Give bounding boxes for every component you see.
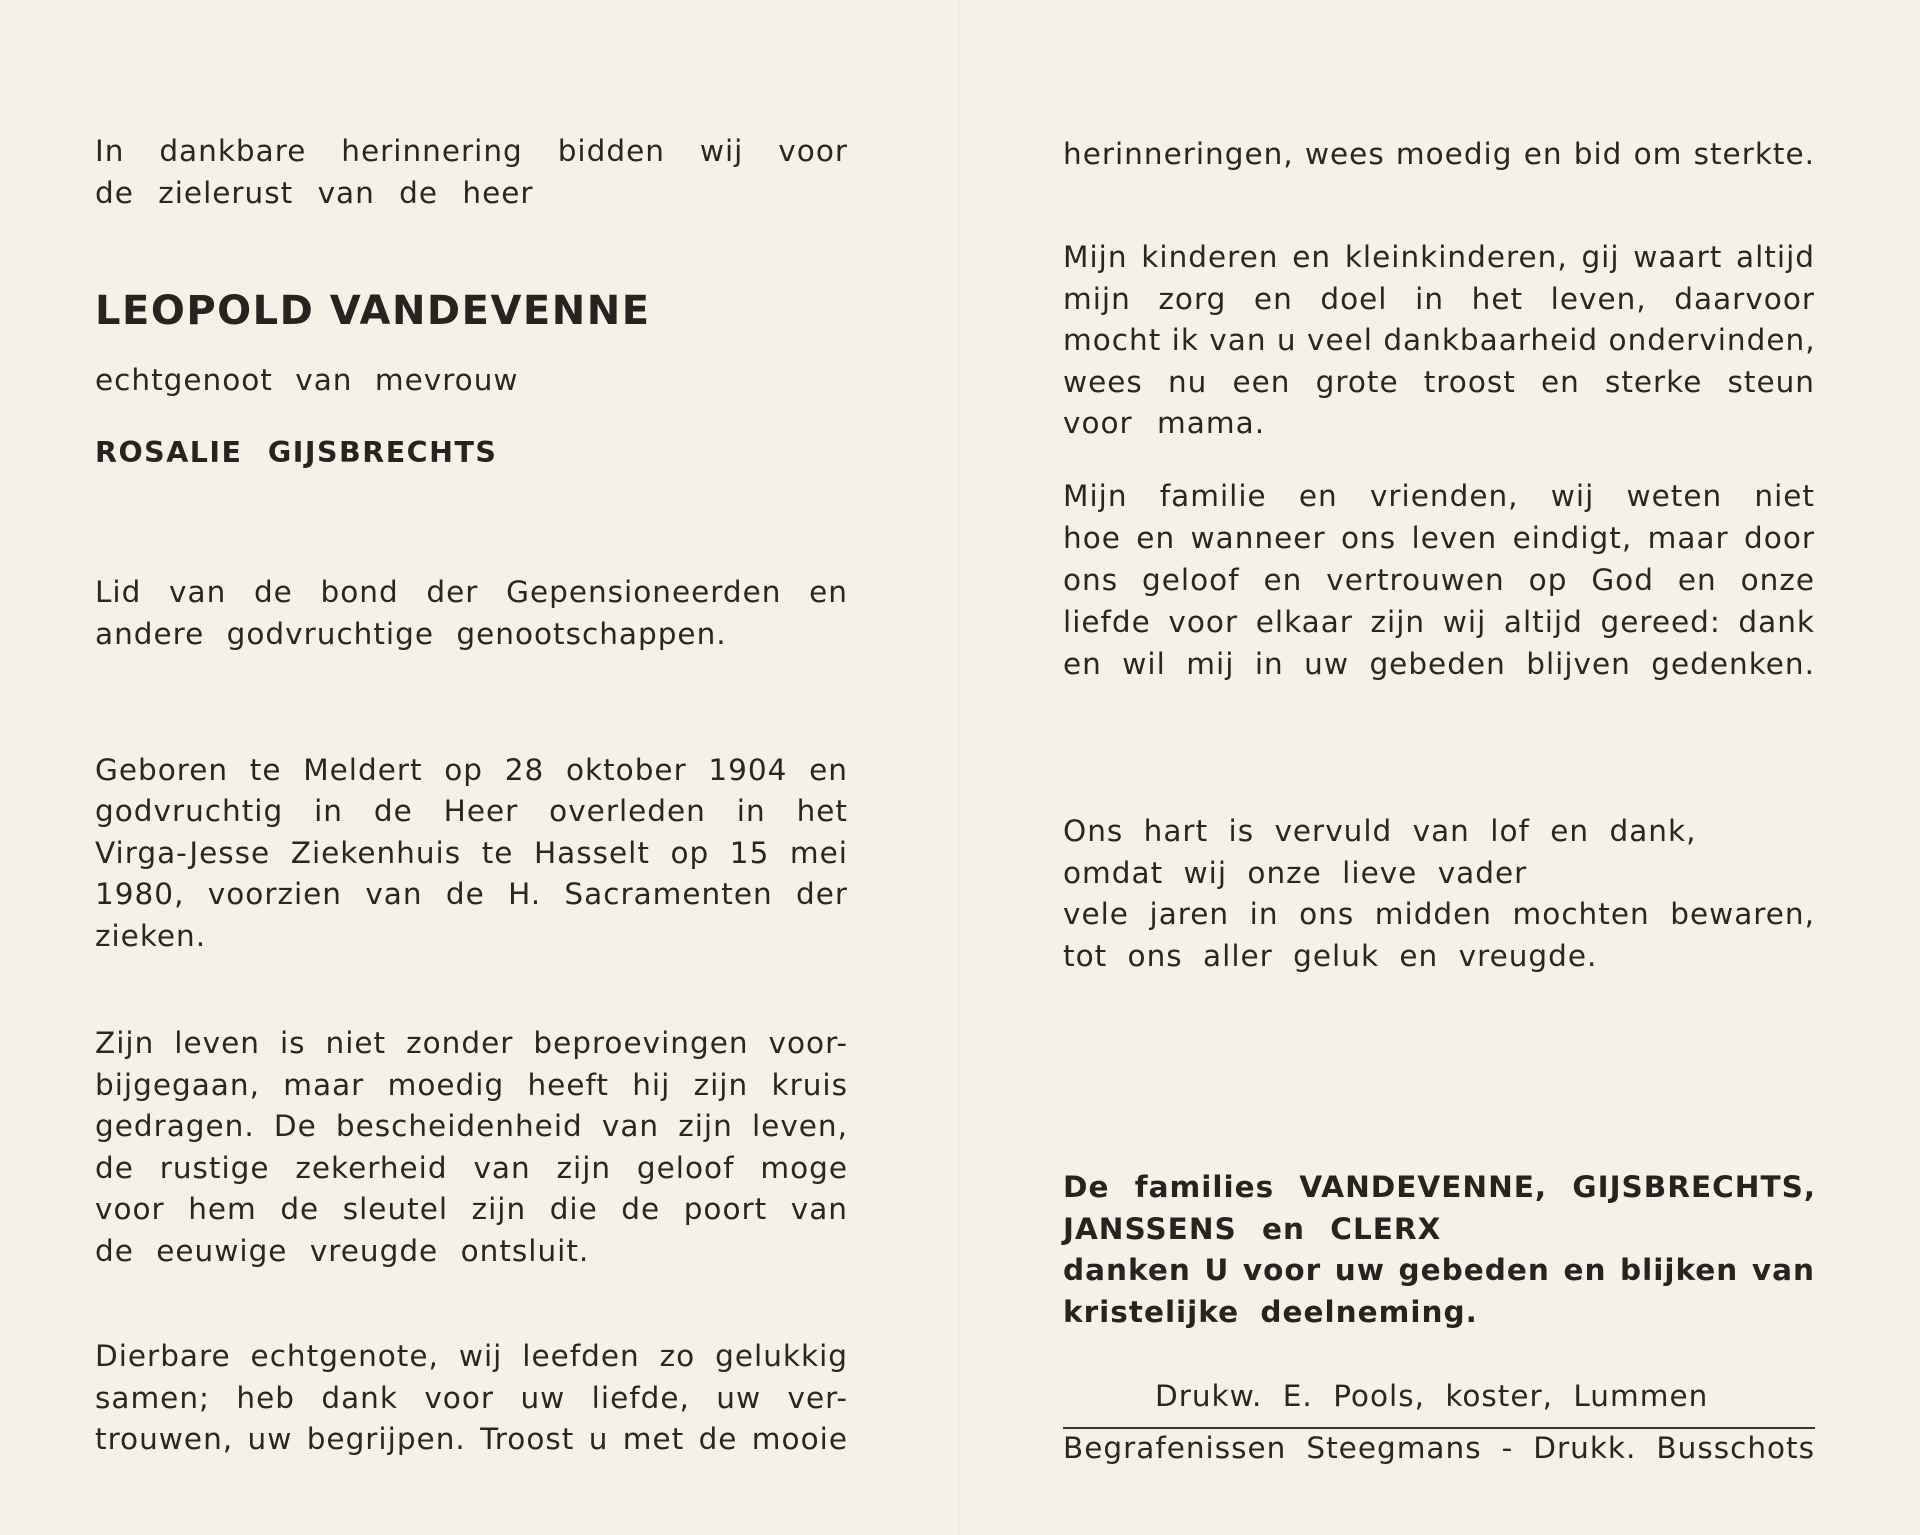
family-line-1: Mijn familie en vrienden, wij weten niet: [1063, 479, 1815, 513]
birth-line-1: Geboren te Meldert op 28 oktober 1904 en: [95, 753, 848, 787]
life-line-4: de rustige zekerheid van zijn geloof moge: [95, 1151, 848, 1185]
families-line-1: De families VANDEVENNE, GIJSBRECHTS,: [1063, 1170, 1817, 1204]
life-line-6: de eeuwige vreugde ontsluit.: [95, 1234, 590, 1268]
continuation-line: herinneringen, wees moedig en bid om sterkte.: [1063, 137, 1815, 171]
families-line-3: danken U voor uw gebeden en blijken van: [1063, 1253, 1815, 1287]
undertaker-credit: Begrafenissen Steegmans - Drukk. Busschots: [1063, 1431, 1815, 1465]
family-line-2: hoe en wanneer ons leven eindigt, maar door: [1063, 521, 1815, 555]
thanks-line-3: vele jaren in ons midden mochten bewaren,: [1063, 897, 1815, 931]
children-line-1: Mijn kinderen en kleinkinderen, gij waart altijd: [1063, 240, 1815, 274]
birth-line-2: godvruchtig in de Heer overleden in het: [95, 794, 848, 828]
family-line-3: ons geloof en vertrouwen op God en onze: [1063, 563, 1815, 597]
life-line-1: Zijn leven is niet zonder beproevingen voor-: [95, 1026, 848, 1060]
life-line-5: voor hem de sleutel zijn die de poort van: [95, 1192, 848, 1226]
life-line-3: gedragen. De bescheidenheid van zijn leven,: [95, 1109, 848, 1143]
children-line-2: mijn zorg en doel in het leven, daarvoor: [1063, 282, 1815, 316]
deceased-name: LEOPOLD VANDEVENNE: [95, 288, 651, 334]
page-fold: [958, 0, 960, 1535]
spouse-name: ROSALIE GIJSBRECHTS: [95, 436, 498, 469]
spouse-message-line-1: Dierbare echtgenote, wij leefden zo gelukkig: [95, 1339, 848, 1373]
intro-line-1: In dankbare herinnering bidden wij voor: [95, 134, 848, 168]
thanks-line-4: tot ons aller geluk en vreugde.: [1063, 939, 1598, 973]
children-line-4: wees nu een grote troost en sterke steun: [1063, 365, 1815, 399]
thanks-line-2: omdat wij onze lieve vader: [1063, 856, 1528, 890]
birth-line-4: 1980, voorzien van de H. Sacramenten der: [95, 877, 848, 911]
membership-line-1: Lid van de bond der Gepensioneerden en: [95, 575, 848, 609]
membership-line-2: andere godvruchtige genootschappen.: [95, 617, 727, 651]
families-line-2: JANSSENS en CLERX: [1063, 1212, 1442, 1246]
birth-line-3: Virga-Jesse Ziekenhuis te Hasselt op 15 mei: [95, 836, 848, 870]
spouse-intro: echtgenoot van mevrouw: [95, 363, 519, 397]
family-line-5: en wil mij in uw gebeden blijven gedenken.: [1063, 647, 1815, 681]
children-line-5: voor mama.: [1063, 406, 1266, 440]
spouse-message-line-3: trouwen, uw begrijpen. Troost u met de mooie: [95, 1422, 848, 1456]
spouse-message-line-2: samen; heb dank voor uw liefde, uw ver-: [95, 1381, 848, 1415]
thanks-line-1: Ons hart is vervuld van lof en dank,: [1063, 814, 1697, 848]
printer-credit: Drukw. E. Pools, koster, Lummen: [1155, 1379, 1709, 1413]
families-line-4: kristelijke deelneming.: [1063, 1295, 1478, 1329]
intro-line-2: de zielerust van de heer: [95, 176, 534, 210]
birth-line-5: zieken.: [95, 919, 207, 953]
life-line-2: bijgegaan, maar moedig heeft hij zijn kruis: [95, 1068, 848, 1102]
family-line-4: liefde voor elkaar zijn wij altijd gereed: dank: [1063, 605, 1815, 639]
children-line-3: mocht ik van u veel dankbaarheid ondervinden,: [1063, 323, 1816, 357]
